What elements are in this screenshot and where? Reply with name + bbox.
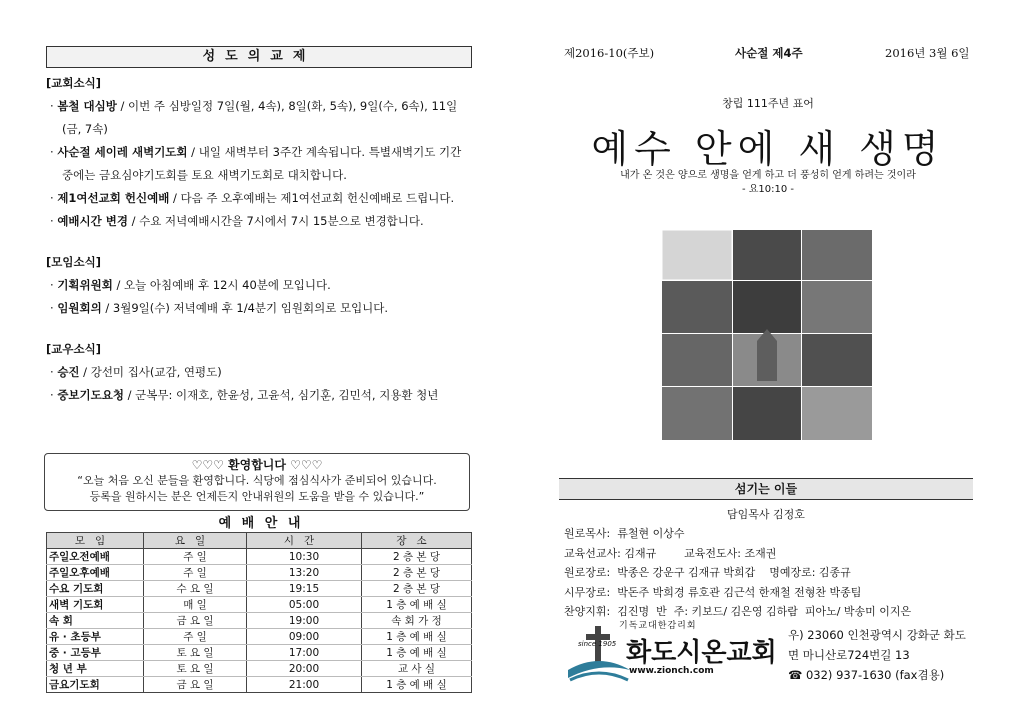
column-header: 모임 [47,533,144,549]
staff-line: 원로장로: 박종은 강운구 김재규 박희갑 명예장로: 김종규 [564,566,851,579]
worship-guide-title: 예 배 안 내 [218,516,304,531]
church-emblem-icon [564,622,634,692]
logo-church-name: 화도시온교회 [626,638,777,668]
bulletin-date: 2016년 3월 6일 [885,46,970,60]
staff-line: 찬양지휘: 김진명 반 주: 키보드/ 김은영 김하람 피아노/ 박송미 이지은 [564,605,912,618]
motto-title: 예수 안에 새 생명 [591,127,945,171]
table-row: 속 회 금 요 일 19:00 속 회 가 정 [47,613,472,629]
logo-since: since 1905 [578,640,617,648]
section-header-fellowship: 성도의교제 [46,46,472,68]
news-item: · 승진 / 강선미 집사(교감, 연평도) [50,365,222,379]
photo-collage-image [661,229,873,441]
address-line: 면 마니산로724번길 13 [788,648,910,662]
senior-pastor: 담임목사 김정호 [727,508,805,521]
address-line: 우) 23060 인천광역시 강화군 화도 [788,628,966,642]
staff-list [564,524,984,622]
table-row: 주일오전예배 주 일 10:30 2 층 본 당 [47,549,472,565]
welcome-line: “오늘 처음 오신 분들을 환영합니다. 식당에 점심식사가 준비되어 있습니다. [77,474,437,487]
table-row: 유 · 초등부 주 일 09:00 1 층 예 배 실 [47,629,472,645]
column-header: 시간 [247,533,362,549]
column-header: 장소 [362,533,472,549]
contact-info [788,625,966,685]
verse-text: 내가 온 것은 양으로 생명을 얻게 하고 더 풍성히 얻게 하려는 것이라 [620,170,916,181]
photo-collage [661,229,873,441]
motto-label: 창립 111주년 표어 [722,97,814,110]
category-meeting-news: [모임소식] [46,255,101,269]
table-row: 중 · 고등부 토 요 일 17:00 1 층 예 배 실 [47,645,472,661]
table-row: 수요 기도회 수 요 일 19:15 2 층 본 당 [47,581,472,597]
news-item: · 중보기도요청 / 군복무: 이재호, 한윤성, 고윤석, 심기훈, 김민석, 지용환 청년 [50,388,439,402]
table-row: 금요기도회 금 요 일 21:00 1 층 예 배 실 [47,677,472,693]
news-list [46,70,476,407]
welcome-box [44,453,470,511]
column-header: 요일 [144,533,247,549]
staff-line: 시무장로: 박돈주 박희경 류호관 김근석 한재철 전형찬 박종팀 [564,585,862,599]
news-item: · 기획위원회 / 오늘 아침예배 후 12시 40분에 모입니다. [50,278,331,292]
bible-verse [564,169,972,197]
staff-line: 교육선교사: 김재규 교육전도사: 조재권 [564,546,777,560]
logo-denomination: 기독교대한감리회 [619,621,697,631]
logo-website: www.zionch.com [629,666,714,676]
news-item: · 사순절 세이레 새벽기도회 / 내일 새벽부터 3주간 계속됩니다. 특별새벽기도 기간 중에는 금요심야기도회를 토요 새벽기도회로 대치합니다. [50,145,462,182]
welcome-line: 등록을 원하시는 분은 언제든지 안내위원의 도움을 받을 수 있습니다.” [89,490,425,503]
category-member-news: [교우소식] [46,342,101,356]
news-item: · 제1여선교회 헌신예배 / 다음 주 오후예배는 제1여선교회 헌신예배로 드립니다. [50,191,455,205]
staff-line: 원로목사: 류철현 이상수 [564,527,685,540]
table-row: 청 년 부 토 요 일 20:00 교 사 실 [47,661,472,677]
category-church-news: [교회소식] [46,76,101,90]
news-item: · 임원회의 / 3월9일(수) 저녁예배 후 1/4분기 임원회의로 모입니다. [50,301,389,315]
worship-table [46,532,472,693]
phone-line: ☎ 032) 937-1630 (fax겸용) [788,668,945,682]
verse-reference: - 요10:10 - [741,184,795,195]
liturgical-season: 사순절 제4주 [735,46,803,60]
table-row: 주일오후예배 주 일 13:20 2 층 본 당 [47,565,472,581]
welcome-title: ♡♡♡ 환영합니다 ♡♡♡ [191,458,323,472]
news-item: · 예배시간 변경 / 수요 저녁예배시간을 7시에서 7시 15분으로 변경합니다. [50,214,424,228]
issue-number: 제2016-10(주보) [564,46,655,60]
section-header-servants: 섬기는 이들 [559,478,973,500]
church-logo [564,618,784,692]
table-header-row [47,533,472,549]
table-row: 새벽 기도회 매 일 05:00 1 층 예 배 실 [47,597,472,613]
news-item: · 봄철 대심방 / 이번 주 심방일정 7일(월, 4속), 8일(화, 5속), 9일(수, 6속), 11일(금, 7속) [50,99,458,136]
